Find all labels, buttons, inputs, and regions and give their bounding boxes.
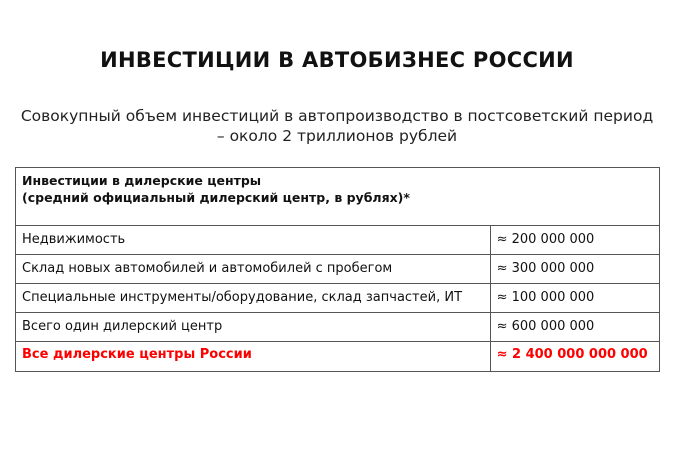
row-value-real-estate: ≈ 200 000 000	[490, 226, 659, 255]
subtitle	[6, 106, 668, 146]
row-value-equipment: ≈ 100 000 000	[490, 284, 659, 313]
row-label-one-center: Всего один дилерский центр	[16, 313, 491, 342]
table-header-row	[16, 168, 660, 226]
table-total-row	[16, 342, 660, 372]
row-label-equipment: Специальные инструменты/оборудование, склад запчастей, ИТ	[16, 284, 491, 313]
subtitle-line-1: Совокупный объем инвестиций в автопроизводство в постсоветский период	[20, 107, 654, 125]
row-value-car-stock: ≈ 300 000 000	[490, 255, 659, 284]
table-header-title: Инвестиции в дилерские центры	[22, 173, 262, 188]
table-header-subtitle: (средний официальный дилерский центр, в рублях)*	[22, 190, 410, 205]
row-value-one-center: ≈ 600 000 000	[490, 313, 659, 342]
row-label-real-estate: Недвижимость	[16, 226, 491, 255]
total-value: ≈ 2 400 000 000 000	[490, 342, 659, 372]
table-row	[16, 255, 660, 284]
table-row	[16, 284, 660, 313]
table-header-cell	[16, 168, 660, 226]
table-row	[16, 226, 660, 255]
table-row	[16, 313, 660, 342]
page-title: ИНВЕСТИЦИИ В АВТОБИЗНЕС РОССИИ	[100, 48, 574, 72]
subtitle-line-2: – около 2 триллионов рублей	[216, 127, 458, 145]
total-label: Все дилерские центры России	[16, 342, 491, 372]
row-label-car-stock: Склад новых автомобилей и автомобилей с пробегом	[16, 255, 491, 284]
investment-table	[15, 167, 660, 372]
